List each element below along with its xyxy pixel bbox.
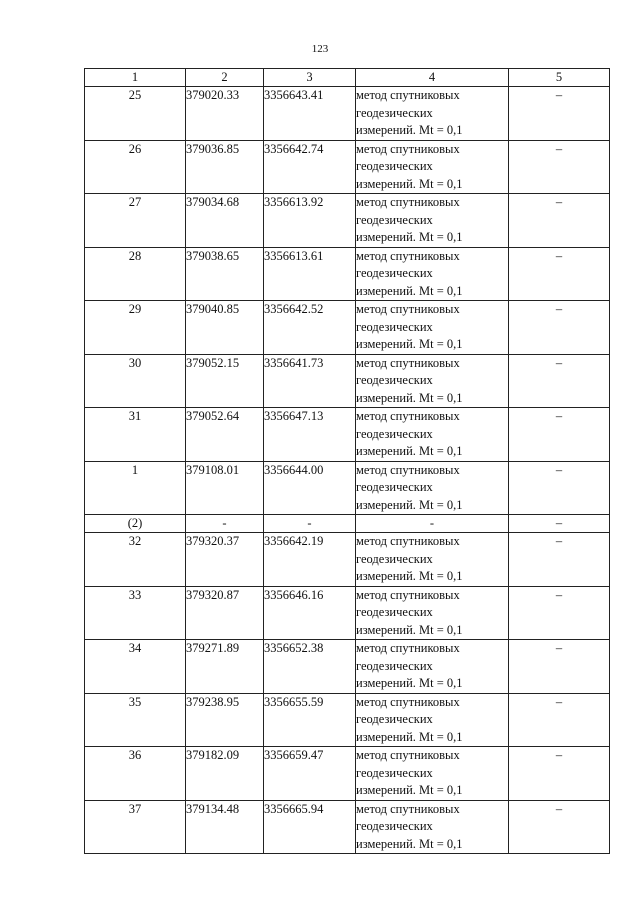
- y-coordinate-cell: 3356643.41: [264, 87, 356, 141]
- note-cell: –: [509, 461, 610, 515]
- y-coordinate-cell: 3356641.73: [264, 354, 356, 408]
- method-cell: -: [356, 515, 509, 533]
- point-number-cell: 35: [85, 693, 186, 747]
- column-header: 3: [264, 69, 356, 87]
- table-row: [85, 408, 610, 462]
- table-row: [85, 87, 610, 141]
- point-number-cell: 30: [85, 354, 186, 408]
- method-cell: метод спутниковых геодезических измерений. Mt = 0,1: [356, 354, 509, 408]
- x-coordinate-cell: 379238.95: [186, 693, 264, 747]
- point-number-cell: 33: [85, 586, 186, 640]
- y-coordinate-cell: 3356613.61: [264, 247, 356, 301]
- note-cell: –: [509, 586, 610, 640]
- y-coordinate-cell: 3356613.92: [264, 194, 356, 248]
- note-cell: –: [509, 87, 610, 141]
- point-number-cell: 25: [85, 87, 186, 141]
- note-cell: –: [509, 194, 610, 248]
- coordinates-table: [84, 68, 610, 854]
- y-coordinate-cell: 3356665.94: [264, 800, 356, 854]
- table-body: [85, 87, 610, 854]
- y-coordinate-cell: 3356644.00: [264, 461, 356, 515]
- table-row-separator: [85, 515, 610, 533]
- method-cell: метод спутниковых геодезических измерений. Mt = 0,1: [356, 586, 509, 640]
- point-number-cell: 26: [85, 140, 186, 194]
- x-coordinate-cell: 379020.33: [186, 87, 264, 141]
- table-row: [85, 194, 610, 248]
- note-cell: –: [509, 408, 610, 462]
- x-coordinate-cell: 379036.85: [186, 140, 264, 194]
- y-coordinate-cell: 3356652.38: [264, 640, 356, 694]
- x-coordinate-cell: 379038.65: [186, 247, 264, 301]
- column-header: 5: [509, 69, 610, 87]
- note-cell: –: [509, 533, 610, 587]
- table-row: [85, 800, 610, 854]
- method-cell: метод спутниковых геодезических измерений. Mt = 0,1: [356, 693, 509, 747]
- point-number-cell: 27: [85, 194, 186, 248]
- y-coordinate-cell: 3356659.47: [264, 747, 356, 801]
- table-row: [85, 747, 610, 801]
- method-cell: метод спутниковых геодезических измерений. Mt = 0,1: [356, 194, 509, 248]
- page-number: 123: [311, 43, 329, 55]
- x-coordinate-cell: -: [186, 515, 264, 533]
- table-row: [85, 693, 610, 747]
- point-number-cell: 29: [85, 301, 186, 355]
- method-cell: метод спутниковых геодезических измерений. Mt = 0,1: [356, 747, 509, 801]
- x-coordinate-cell: 379108.01: [186, 461, 264, 515]
- note-cell: –: [509, 515, 610, 533]
- table-row: [85, 301, 610, 355]
- method-cell: метод спутниковых геодезических измерений. Mt = 0,1: [356, 408, 509, 462]
- note-cell: –: [509, 800, 610, 854]
- note-cell: –: [509, 247, 610, 301]
- y-coordinate-cell: 3356646.16: [264, 586, 356, 640]
- x-coordinate-cell: 379052.15: [186, 354, 264, 408]
- note-cell: –: [509, 640, 610, 694]
- method-cell: метод спутниковых геодезических измерений. Mt = 0,1: [356, 140, 509, 194]
- method-cell: метод спутниковых геодезических измерений. Mt = 0,1: [356, 640, 509, 694]
- column-header: 1: [85, 69, 186, 87]
- point-number-cell: 28: [85, 247, 186, 301]
- method-cell: метод спутниковых геодезических измерений. Mt = 0,1: [356, 533, 509, 587]
- point-number-cell: 31: [85, 408, 186, 462]
- method-cell: метод спутниковых геодезических измерений. Mt = 0,1: [356, 247, 509, 301]
- point-number-cell: 1: [85, 461, 186, 515]
- point-number-cell: 32: [85, 533, 186, 587]
- table-row: [85, 533, 610, 587]
- x-coordinate-cell: 379134.48: [186, 800, 264, 854]
- note-cell: –: [509, 354, 610, 408]
- point-number-cell: 34: [85, 640, 186, 694]
- table-row: [85, 354, 610, 408]
- x-coordinate-cell: 379271.89: [186, 640, 264, 694]
- x-coordinate-cell: 379320.87: [186, 586, 264, 640]
- x-coordinate-cell: 379320.37: [186, 533, 264, 587]
- x-coordinate-cell: 379040.85: [186, 301, 264, 355]
- point-number-cell: (2): [85, 515, 186, 533]
- note-cell: –: [509, 747, 610, 801]
- y-coordinate-cell: 3356647.13: [264, 408, 356, 462]
- point-number-cell: 36: [85, 747, 186, 801]
- y-coordinate-cell: 3356642.74: [264, 140, 356, 194]
- note-cell: –: [509, 140, 610, 194]
- table-row: [85, 247, 610, 301]
- x-coordinate-cell: 379182.09: [186, 747, 264, 801]
- note-cell: –: [509, 301, 610, 355]
- column-header: 4: [356, 69, 509, 87]
- method-cell: метод спутниковых геодезических измерений. Mt = 0,1: [356, 301, 509, 355]
- x-coordinate-cell: 379052.64: [186, 408, 264, 462]
- method-cell: метод спутниковых геодезических измерений. Mt = 0,1: [356, 461, 509, 515]
- table-row: [85, 140, 610, 194]
- table-header-row: [85, 69, 610, 87]
- table-row: [85, 640, 610, 694]
- table-row: [85, 461, 610, 515]
- column-header: 2: [186, 69, 264, 87]
- table-row: [85, 586, 610, 640]
- y-coordinate-cell: 3356655.59: [264, 693, 356, 747]
- y-coordinate-cell: 3356642.19: [264, 533, 356, 587]
- point-number-cell: 37: [85, 800, 186, 854]
- note-cell: –: [509, 693, 610, 747]
- y-coordinate-cell: 3356642.52: [264, 301, 356, 355]
- method-cell: метод спутниковых геодезических измерений. Mt = 0,1: [356, 800, 509, 854]
- method-cell: метод спутниковых геодезических измерений. Mt = 0,1: [356, 87, 509, 141]
- x-coordinate-cell: 379034.68: [186, 194, 264, 248]
- y-coordinate-cell: -: [264, 515, 356, 533]
